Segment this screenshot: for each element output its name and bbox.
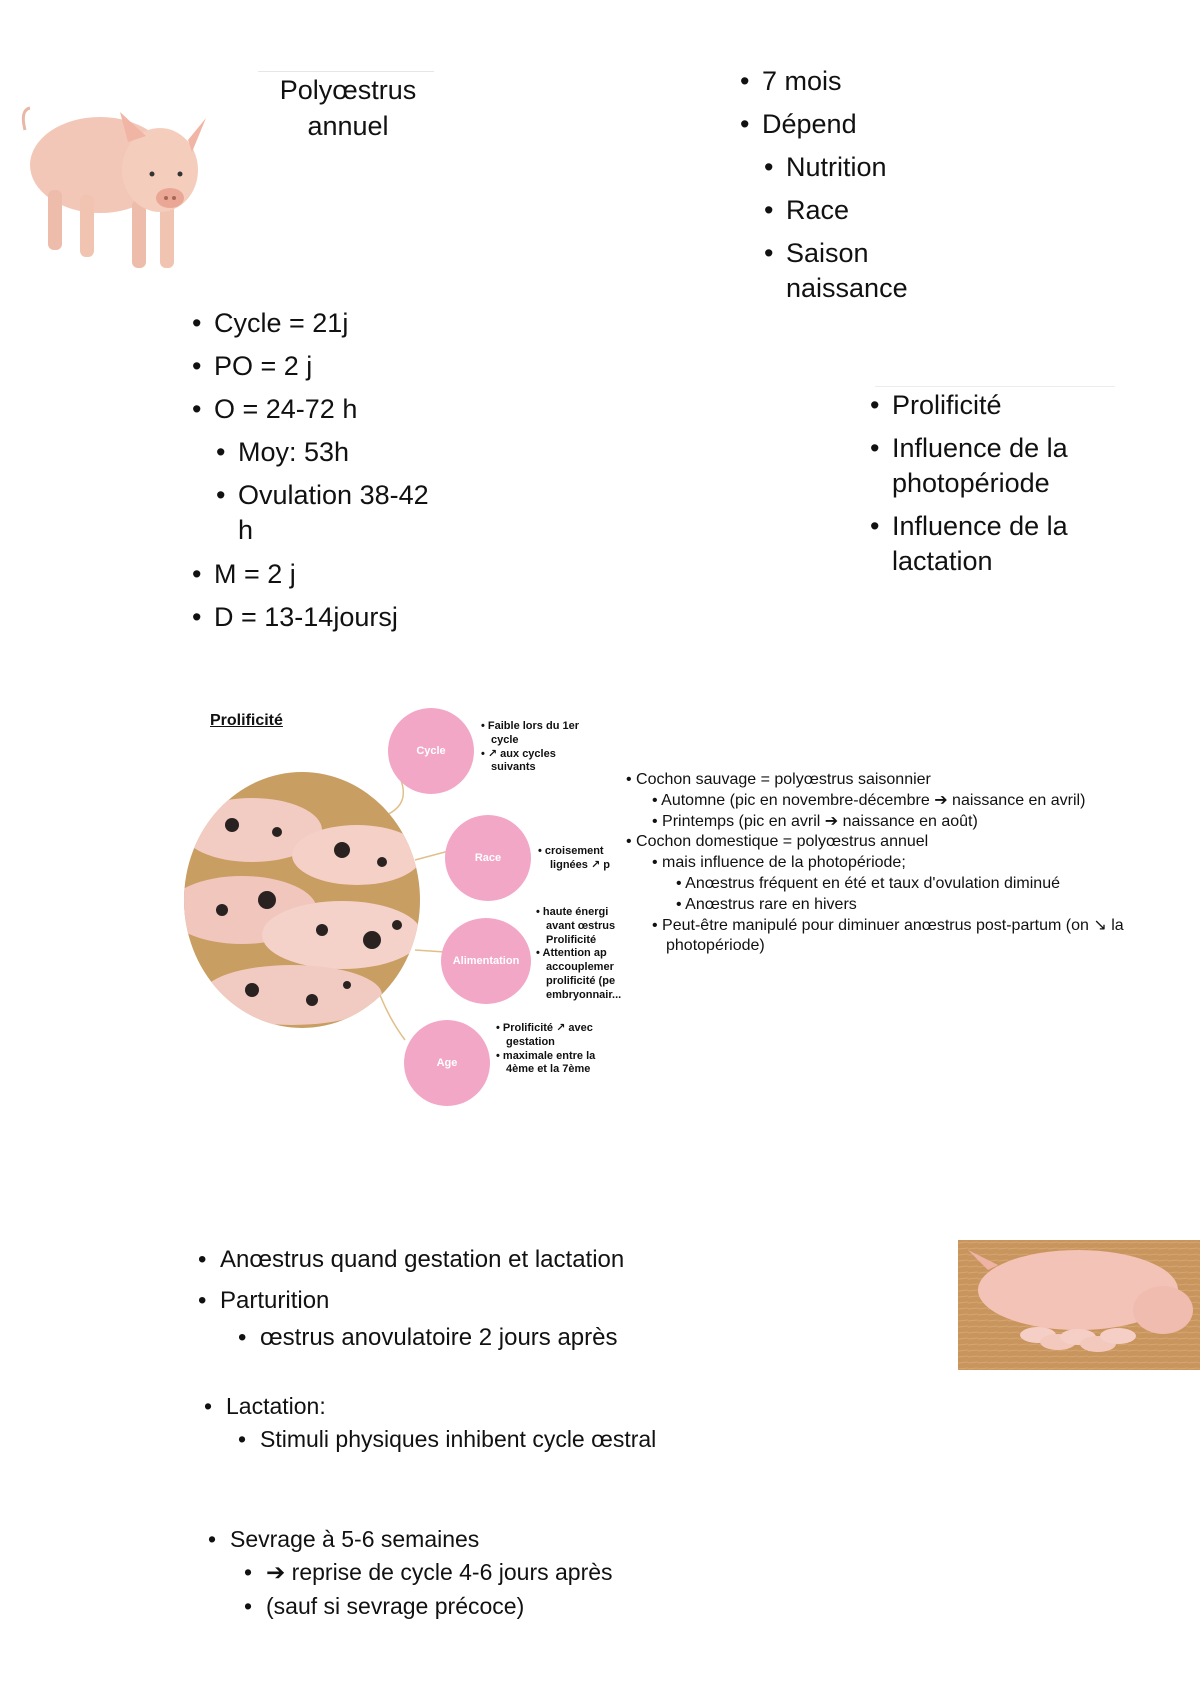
list-item: • Influence de la photopériode	[870, 431, 1130, 501]
list-item: • (sauf si sevrage précoce)	[244, 1590, 828, 1623]
list-item: • Sevrage à 5-6 semaines	[208, 1523, 828, 1556]
list-item: • Ovulation 38-42 h	[216, 478, 492, 548]
season-line: • Anœstrus rare en hivers	[676, 895, 857, 913]
list-item: • œstrus anovulatoire 2 jours après	[238, 1322, 818, 1353]
list-item: • Nutrition	[764, 150, 1000, 185]
list-item: • Stimuli physiques inhibent cycle œstral	[238, 1423, 824, 1456]
bubble-alimentation: Alimentation	[441, 918, 531, 1004]
list-item: • M = 2 j	[192, 557, 492, 592]
list-item: • Anœstrus quand gestation et lactation	[198, 1244, 818, 1275]
list-item: • PO = 2 j	[192, 349, 492, 384]
anoestrus-list	[198, 1244, 818, 1354]
list-item: • Dépend	[740, 107, 1000, 142]
puberty-list	[740, 64, 1000, 315]
list-item: • Saison naissance	[764, 236, 1000, 306]
season-line: • Cochon sauvage = polyœstrus saisonnier	[626, 771, 931, 788]
list-item: • O = 24-72 h	[192, 392, 492, 427]
piglets-image	[182, 770, 422, 1030]
page-title	[258, 72, 438, 145]
list-item: • Race	[764, 193, 1000, 228]
list-item: • Parturition	[198, 1285, 818, 1316]
pig-image	[20, 70, 210, 275]
title-line-2: annuel	[307, 111, 389, 142]
list-item: • D = 13-14joursj	[192, 600, 492, 635]
list-item: • Prolificité	[870, 388, 1130, 423]
season-line: • Printemps (pic en avril ➔ naissance en août)	[652, 812, 978, 830]
seasonality-block	[626, 770, 1196, 957]
season-line: • mais influence de la photopériode;	[652, 854, 906, 872]
season-line: photopériode)	[666, 937, 765, 955]
prolificite-heading: Prolificité	[210, 712, 283, 729]
divider	[875, 386, 1115, 387]
list-item: • Moy: 53h	[216, 435, 492, 470]
list-item: • Cycle = 21j	[192, 306, 492, 341]
list-item: • Influence de la lactation	[870, 509, 1130, 579]
bubble-age: Age	[404, 1020, 490, 1106]
season-line: • Anœstrus fréquent en été et taux d'ovulation diminué	[676, 874, 1060, 892]
cycle-list	[192, 306, 492, 643]
note-cycle: • Faible lors du 1er cycle • ↗ aux cycles suivants	[481, 720, 579, 774]
sevrage-list	[208, 1523, 828, 1623]
list-item: • Lactation:	[204, 1390, 824, 1423]
note-alimentation: • haute énergi avant œstrus Prolificité • Attention ap accouplemer prolificité (pe embryonnair...	[536, 906, 622, 1001]
title-line-1: Polyœstrus	[279, 75, 417, 105]
list-item: • ➔ reprise de cycle 4-6 jours après	[244, 1556, 828, 1589]
factors-list	[870, 388, 1130, 587]
list-item: • 7 mois	[740, 64, 1000, 99]
season-line: • Peut-être manipulé pour diminuer anœstrus post-partum (on ↘ la	[652, 916, 1124, 934]
season-line: • Automne (pic en novembre-décembre ➔ naissance en avril)	[652, 791, 1086, 809]
lactation-list	[204, 1390, 824, 1457]
bubble-race: Race	[445, 815, 531, 901]
bubble-cycle: Cycle	[388, 708, 474, 794]
season-line: • Cochon domestique = polyœstrus annuel	[626, 833, 929, 851]
note-race: • croisement lignées ↗ p	[538, 845, 610, 871]
sow-nursing-image	[958, 1240, 1200, 1370]
note-age: • Prolificité ↗ avec gestation • maximale entre la 4ème et la 7ème	[496, 1022, 596, 1076]
